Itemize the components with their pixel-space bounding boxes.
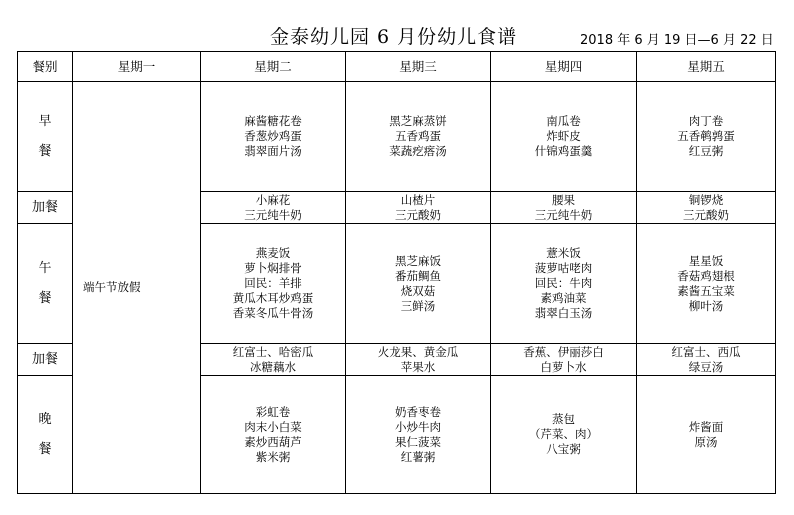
dish-item: 菠萝咕咾肉 — [534, 261, 593, 275]
dish-item: 星星饭 — [688, 253, 724, 268]
dish-item: 三元酸奶 — [395, 207, 441, 222]
page-title: 金泰幼儿园 6 月份幼儿食谱 — [270, 26, 518, 48]
dish-cell — [637, 82, 776, 192]
dish-cell — [201, 224, 346, 344]
dish-cell — [637, 376, 776, 494]
meal-label-lunch — [18, 224, 73, 344]
dish-item: 八宝粥 — [546, 442, 581, 456]
dish-item: 翡翠白玉汤 — [534, 306, 593, 320]
dish-item: 素炒西葫芦 — [244, 434, 302, 449]
dish-item: 素鸡油菜 — [540, 291, 587, 305]
header-row — [18, 52, 776, 82]
dish-item: 烧双菇 — [400, 283, 436, 298]
meal-label-snack: 加餐 — [18, 192, 73, 224]
dish-item: 蒸包 — [552, 412, 575, 426]
dish-item: 翡翠面片汤 — [244, 144, 302, 158]
day-header-friday: 星期五 — [637, 52, 776, 82]
dish-item: 黑芝麻蒸饼 — [389, 114, 447, 128]
dish-cell — [201, 376, 346, 494]
dish-item: 腰果 — [552, 192, 575, 207]
dish-cell — [637, 224, 776, 344]
dish-item: 香葱炒鸡蛋 — [244, 129, 302, 143]
dish-item: 五香鸡蛋 — [395, 129, 441, 143]
day-header-wednesday: 星期三 — [346, 52, 491, 82]
meal-row-breakfast — [18, 82, 776, 192]
dish-cell — [201, 82, 346, 192]
dish-item: 绿豆汤 — [688, 359, 724, 374]
meal-label-char: 午 — [38, 260, 52, 276]
dish-item: 白萝卜水 — [540, 359, 587, 374]
dish-item: 回民：羊排 — [244, 276, 302, 290]
dish-item: 番茄鲷鱼 — [395, 268, 441, 283]
meal-label-char: 早 — [38, 113, 52, 129]
dish-item: 铜锣烧 — [688, 192, 724, 207]
dish-item: 三鲜汤 — [400, 298, 436, 313]
dish-item: 彩虹卷 — [255, 404, 291, 419]
day-header-thursday: 星期四 — [491, 52, 637, 82]
dish-cell — [491, 192, 637, 224]
dish-item: 菜蔬疙瘩汤 — [389, 144, 447, 158]
dish-cell — [346, 224, 491, 344]
date-range: 2018 年 6 月 19 日—6 月 22 日 — [580, 33, 774, 48]
dish-cell — [637, 344, 776, 376]
meal-label-breakfast — [18, 82, 73, 192]
dish-item: 果仁菠菜 — [395, 434, 441, 449]
dish-item: 柳叶汤 — [688, 298, 724, 313]
dish-item: 三元纯牛奶 — [534, 207, 593, 222]
dish-item: 小麻花 — [255, 192, 291, 207]
dish-cell — [201, 344, 346, 376]
dish-cell — [346, 82, 491, 192]
dish-cell — [201, 192, 346, 224]
dish-item: 冰糖藕水 — [250, 359, 296, 374]
dish-item: 薏米饭 — [546, 246, 581, 260]
dish-item: 红富士、西瓜 — [671, 344, 741, 359]
day-header-tuesday: 星期二 — [201, 52, 346, 82]
dish-item: 南瓜卷 — [546, 114, 581, 128]
meal-label-char: 餐 — [38, 290, 52, 306]
day-header-monday: 星期一 — [73, 52, 201, 82]
dish-item: 原汤 — [694, 434, 718, 449]
dish-item: 红豆粥 — [688, 144, 724, 158]
dish-item: 五香鹌鹑蛋 — [677, 129, 735, 143]
dish-item: 红富士、哈密瓜 — [232, 344, 314, 359]
dish-item: 回民：牛肉 — [534, 276, 593, 290]
dish-item: 三元酸奶 — [683, 207, 729, 222]
dish-item: 苹果水 — [400, 359, 436, 374]
dish-cell — [491, 224, 637, 344]
dish-item: 黑芝麻饭 — [395, 253, 441, 268]
dish-item: 香菜冬瓜牛骨汤 — [232, 306, 314, 320]
dish-cell — [346, 344, 491, 376]
dish-item: 香蕉、伊丽莎白 — [523, 344, 604, 359]
dish-cell — [346, 376, 491, 494]
meal-label-snack: 加餐 — [18, 344, 73, 376]
dish-cell — [491, 376, 637, 494]
dish-item: 肉末小白菜 — [244, 419, 302, 434]
dish-item: 三元纯牛奶 — [244, 207, 302, 222]
dish-cell — [637, 192, 776, 224]
dish-item: 紫米粥 — [255, 449, 291, 464]
dish-item: 小炒牛肉 — [395, 419, 441, 434]
dish-item: 红薯粥 — [400, 449, 436, 464]
dish-cell — [346, 192, 491, 224]
dish-item: 麻酱糖花卷 — [244, 114, 302, 128]
meal-label-dinner — [18, 376, 73, 494]
dish-item: 火龙果、黄金瓜 — [377, 344, 459, 359]
dish-item: 山楂片 — [400, 192, 436, 207]
monday-holiday-note: 端午节放假 — [73, 82, 201, 494]
meal-label-char: 晚 — [38, 411, 52, 427]
dish-item: 炸酱面 — [688, 419, 724, 434]
dish-item: 黄瓜木耳炒鸡蛋 — [232, 291, 314, 305]
meal-label-char: 餐 — [38, 143, 52, 159]
meal-label-char: 餐 — [38, 441, 52, 457]
dish-item: 炸虾皮 — [546, 129, 581, 143]
dish-item: 肉丁卷 — [688, 114, 724, 128]
dish-item: 香菇鸡翅根 — [677, 268, 735, 283]
dish-cell — [491, 344, 637, 376]
dish-item: （芹菜、肉） — [529, 427, 598, 441]
menu-table — [17, 51, 776, 494]
dish-item: 燕麦饭 — [255, 246, 291, 260]
dish-item: 什锦鸡蛋羹 — [534, 144, 593, 158]
dish-item: 奶香枣卷 — [395, 404, 441, 419]
dish-cell — [491, 82, 637, 192]
corner-label: 餐别 — [18, 52, 73, 82]
dish-item: 萝卜焖排骨 — [244, 261, 302, 275]
dish-item: 素酱五宝菜 — [677, 283, 735, 298]
